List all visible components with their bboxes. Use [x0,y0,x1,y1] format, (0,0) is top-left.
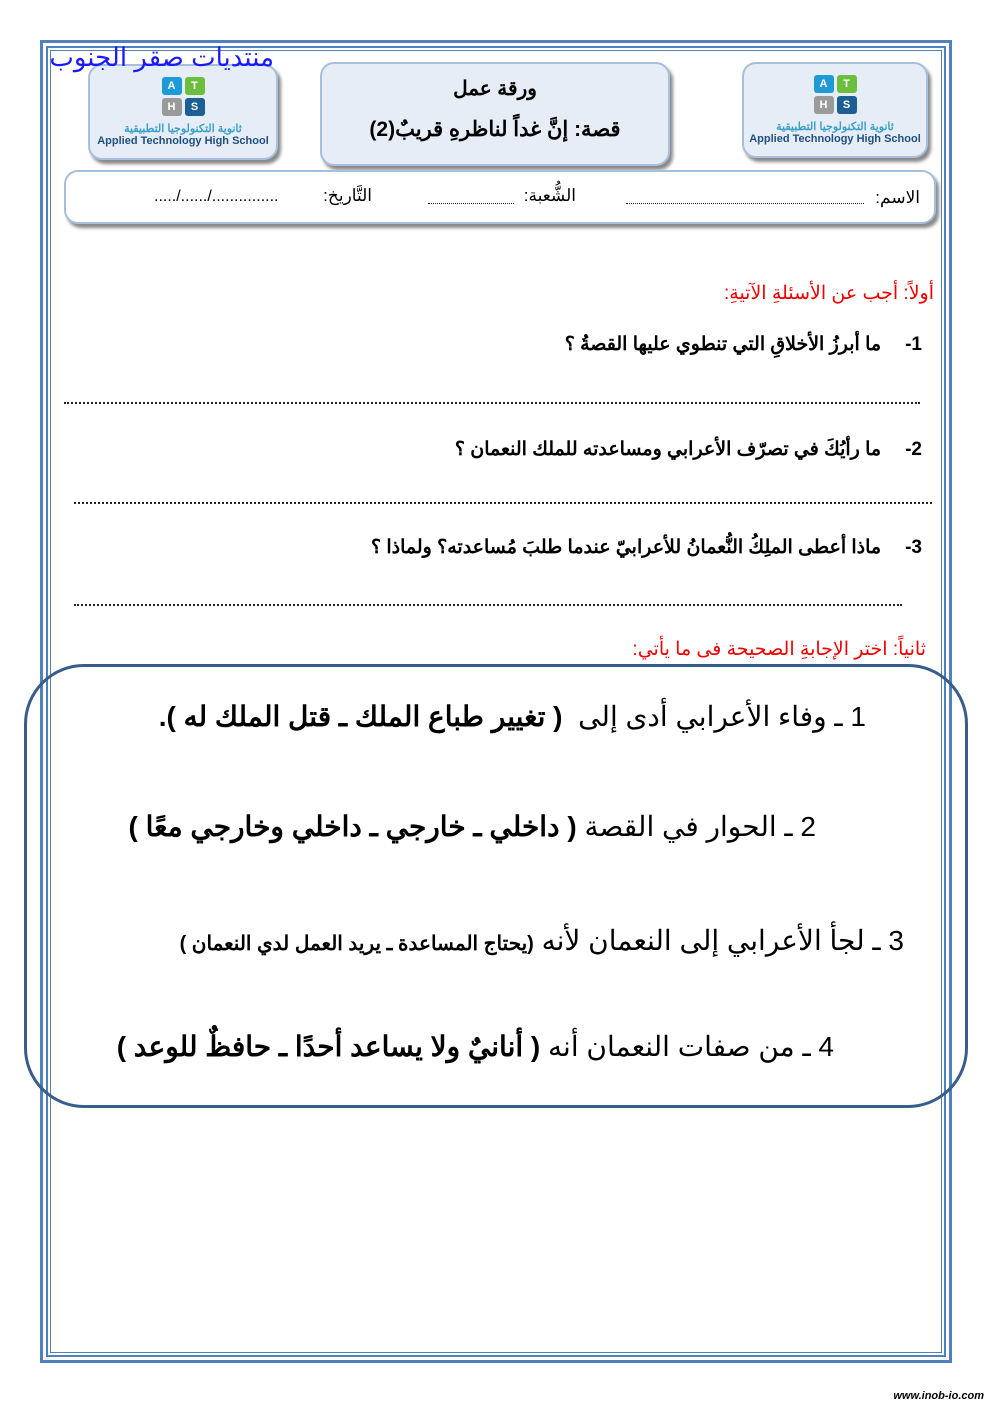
mc-stem: 2 ـ الحوار في القصة [584,811,816,842]
date-field[interactable]: ...../....../............... [154,188,279,205]
question-number: 3- [905,537,922,558]
section1-heading: أولاً: أجب عن الأسئلةِ الآتيةِ: [723,283,934,304]
answer-line-2[interactable] [74,502,932,504]
question-text: ما رأيُكَ في تصرّف الأعرابي ومساعدته للملك النعمان ؟ [454,439,882,460]
section2-heading: ثانياً: اختر الإجابةِ الصحيحة فى ما يأتي: [632,639,926,660]
mc-item-2 [128,810,816,843]
mc-item-3 [180,924,904,957]
answer-line-3[interactable] [74,604,902,606]
mc-choices[interactable]: ( أنانيٌ ولا يساعد أحدًا ـ حافظٌ للوعد ) [116,1031,541,1062]
name-field[interactable] [626,202,864,204]
worksheet-title: ورقة عمل [453,78,537,100]
mc-item-1 [159,700,866,733]
student-info-box [64,170,936,224]
question-text: ماذا أعطى الملِكُ النُّعمانُ للأعرابيّ عندما طلبَ مُساعدته؟ ولماذا ؟ [371,537,882,558]
date-label: التَّاريخ: [323,186,372,205]
logo-tile: A [162,77,182,95]
logo-tile: S [185,98,205,116]
footer-url[interactable]: www.inob-io.com [893,1390,984,1402]
school-logo-left [88,64,278,160]
logo-tile: S [837,96,857,114]
logo-tile: T [185,77,205,95]
question-number: 1- [905,334,922,355]
logo-arabic-text: ثانوية التكنولوجيا التطبيقية [776,121,894,133]
logo-english-text: Applied Technology High School [97,135,269,147]
mc-stem: 3 ـ لجأ الأعرابي إلى النعمان لأنه [541,925,904,956]
forum-watermark: منتديات صقر الجنوب [49,42,274,72]
mc-item-4 [117,1030,834,1063]
mc-choices[interactable]: (يحتاج المساعدة ـ يريد العمل لدي النعمان ) [179,933,534,955]
mc-stem: 4 ـ من صفات النعمان أنه [548,1031,834,1062]
school-logo-right [742,62,928,158]
name-label: الاسم: [875,188,920,207]
mc-choices[interactable]: ( تغيير طباع الملك ـ قتل الملك له ). [158,701,563,732]
logo-tile: H [162,98,182,116]
story-title: قصة: إنَّ غداً لناظرهِ قريبٌ(2) [369,118,621,141]
question-1 [565,333,922,356]
question-2 [455,438,922,461]
logo-tile: T [837,75,857,93]
question-number: 2- [905,439,922,460]
question-text: ما أبرزُ الأخلاقِ التي تنطوي عليها القصةُ ؟ [564,334,882,355]
logo-tile: A [814,75,834,93]
logo-arabic-text: ثانوية التكنولوجيا التطبيقية [124,123,242,135]
mc-choices[interactable]: ( داخلي ـ خارجي ـ داخلي وخارجي معًا ) [128,811,577,842]
section-label: الشُّعبة: [523,186,576,205]
logo-english-text: Applied Technology High School [749,133,921,145]
logo-tile: H [814,96,834,114]
title-box [320,62,670,166]
section-field[interactable] [428,202,514,204]
question-3 [371,536,922,559]
mc-stem: 1 ـ وفاء الأعرابي أدى إلى [578,701,866,732]
answer-line-1[interactable] [64,402,920,404]
